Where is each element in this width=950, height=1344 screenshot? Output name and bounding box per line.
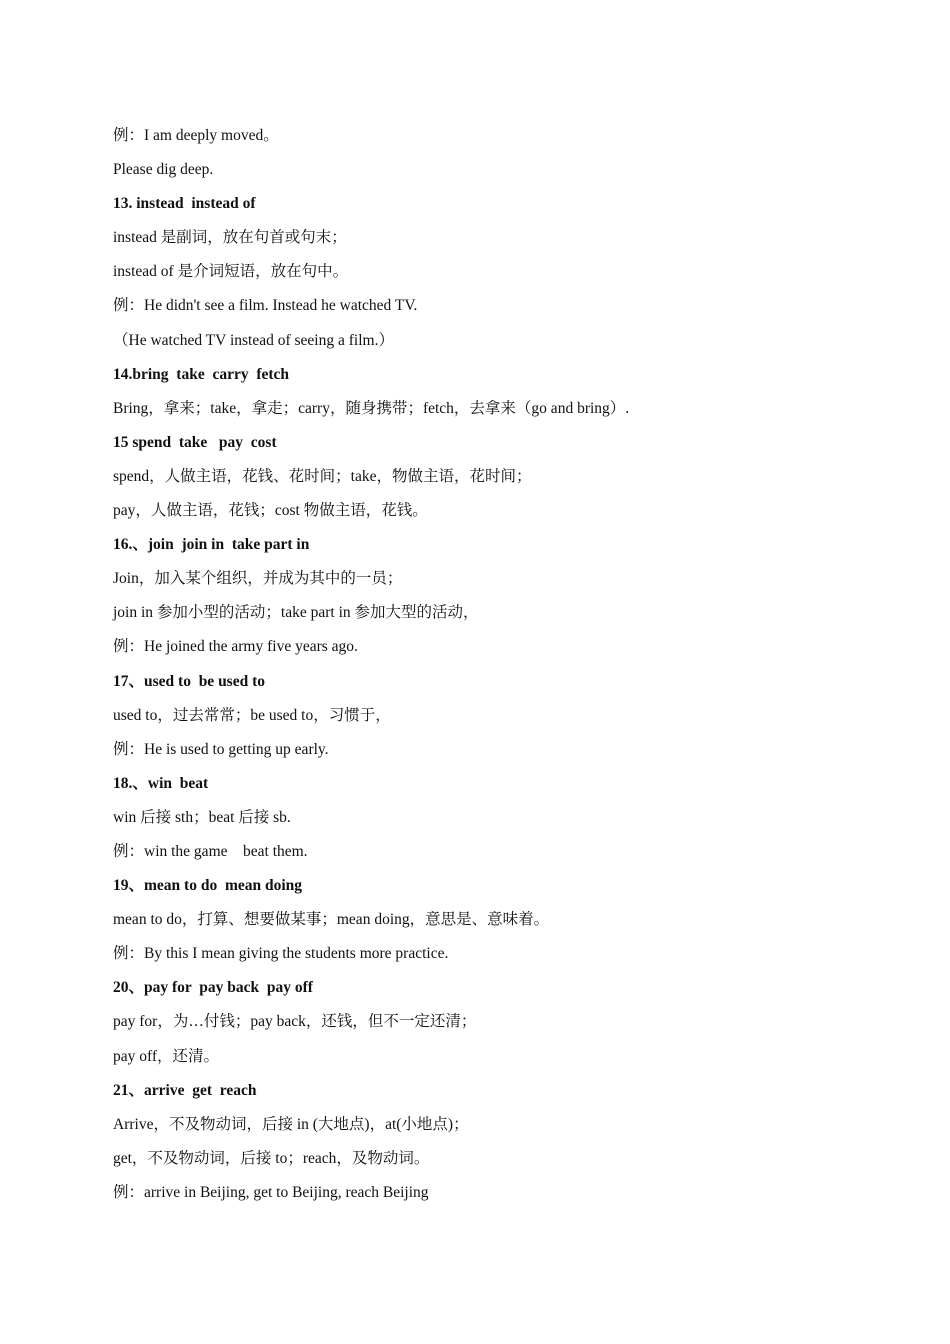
text-line: join in 参加小型的活动；take part in 参加大型的活动， (113, 604, 479, 622)
text-line: instead 是副词，放在句首或句末； (113, 229, 347, 247)
text-line: pay，人做主语，花钱；cost 物做主语，花钱。 (113, 502, 428, 520)
section-heading: 14.bring take carry fetch (113, 365, 290, 383)
section-heading: 19、mean to do mean doing (113, 877, 303, 895)
example-line: 例：By this I mean giving the students more practice. (113, 945, 449, 963)
text-line: Please dig deep. (113, 161, 214, 179)
text-line: pay for，为…付钱；pay back，还钱，但不一定还清； (113, 1013, 477, 1031)
example-line: 例：He didn't see a film. Instead he watched TV. (113, 297, 418, 315)
text-line: Arrive，不及物动词，后接 in (大地点)，at(小地点)； (113, 1115, 469, 1133)
section-heading: 17、used to be used to (113, 672, 266, 690)
text-line: Join，加入某个组织，并成为其中的一员； (113, 570, 403, 588)
example-line: 例：He is used to getting up early. (113, 740, 329, 758)
text-line: Bring，拿来；take，拿走；carry，随身携带；fetch，去拿来（go and bring）. (113, 399, 630, 417)
document-body (113, 124, 853, 1215)
section-heading: 16.、join join in take part in (113, 536, 310, 554)
example-line: 例：win the game beat them. (113, 842, 308, 860)
text-line: win 后接 sth；beat 后接 sb. (113, 808, 291, 826)
section-heading: 13. instead instead of (113, 195, 256, 213)
text-line: pay off，还清。 (113, 1047, 220, 1065)
section-heading: 20、pay for pay back pay off (113, 979, 313, 997)
example-line: 例：arrive in Beijing, get to Beijing, reach Beijing (113, 1183, 429, 1201)
section-heading: 21、arrive get reach (113, 1081, 257, 1099)
example-line: 例：He joined the army five years ago. (113, 638, 358, 656)
example-line: 例：I am deeply moved。 (113, 127, 279, 144)
text-line: spend，人做主语，花钱、花时间；take，物做主语，花时间； (113, 467, 532, 485)
text-line: mean to do，打算、想要做某事；mean doing，意思是、意味着。 (113, 911, 550, 929)
text-line: instead of 是介词短语，放在句中。 (113, 263, 349, 281)
section-heading: 18.、win beat (113, 774, 209, 792)
text-line: used to，过去常常；be used to，习惯于， (113, 706, 391, 724)
text-line: （He watched TV instead of seeing a film.） (113, 331, 394, 349)
text-line: get，不及物动词，后接 to；reach，及物动词。 (113, 1149, 430, 1167)
section-heading: 15 spend take pay cost (113, 433, 277, 451)
